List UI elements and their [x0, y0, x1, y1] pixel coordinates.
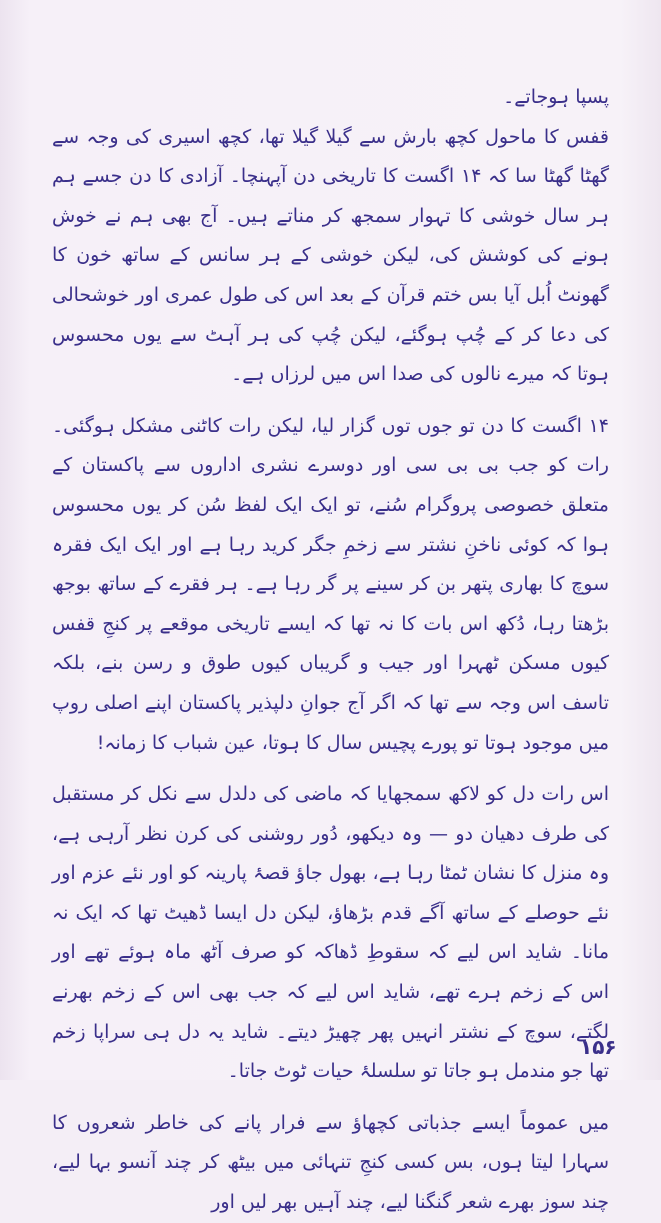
page-number: ۱۵۶: [580, 1035, 617, 1059]
paragraph-5: میں عموماً ایسے جذباتی کچھاؤ سے فرار پانے کی خاطر شعروں کا سہارا لیتا ہوں، بس کسی کنجِ تنہائی میں بیٹھ کر چند آنسو بہا لیے، چند سوز بھرے شعر گنگنا لیے، چند آہیں بھر لیں اور: [52, 1111, 609, 1214]
page-body-text: [52, 78, 609, 1223]
paragraph-2: قفس کا ماحول کچھ بارش سے گیلا گیلا تھا، کچھ اسیری کی وجہ سے گھٹا گھٹا سا کہ ۱۴ اگست کا تاریخی دن آپہنچا۔ آزادی کا دن جسے ہم ہر سال خوشی کا تہوار سمجھ کر مناتے ہیں۔ آج بھی ہم نے خوش ہونے کی کوشش کی، لیکن خوشی کے ہر سانس کے ساتھ خون کا گھونٹ اُبل آیا بس ختم قرآن کے بعد اس کی طول عمری اور خوشحالی کی دعا کر کے چُپ ہوگئے، لیکن چُپ کی ہر آہٹ سے یوں محسوس ہوتا کہ میرے نالوں کی صدا اس میں لرزاں ہے۔: [52, 125, 609, 386]
paragraph-3: ۱۴ اگست کا دن تو جوں توں گزار لیا، لیکن رات کاٹنی مشکل ہوگئی۔ رات کو جب بی بی سی اور دوسرے نشری اداروں سے پاکستان کے متعلق خصوصی پروگرام سُنے، تو ایک ایک لفظ سُن کر یوں محسوس ہوا کہ کوئی ناخنِ نشتر سے زخمِ جگر کرید رہا ہے اور ایک ایک فقرہ سوچ کا بھاری پتھر بن کر سینے پر گر رہا ہے۔ ہر فقرے کے ساتھ بوجھ بڑھتا رہا، دُکھ اس بات کا نہ تھا کہ ایسے تاریخی موقعے پر کنجِ قفس کیوں مسکن ٹھہرا اور جیب و گریباں کیوں طوق و رسن بنے، بلکہ تاسف اس وجہ سے تھا کہ اگر آج جوانِ دلپذیر پاکستان اپنے اصلی روپ میں موجود ہوتا تو پورے پچیس سال کا ہوتا، عین شباب کا زمانہ!: [52, 414, 609, 754]
paragraph-4: اس رات دل کو لاکھ سمجھایا کہ ماضی کی دلدل سے نکل کر مستقبل کی طرف دھیان دو — وہ دیکھو، دُور روشنی کی کرن نظر آرہی ہے، وہ منزل کا نشان ٹمٹا رہا ہے، بھول جاؤ قصۂ پارینہ کو اور نئے عزم اور نئے حوصلے کے ساتھ آگے قدم بڑھاؤ، لیکن دل ایسا ڈھیٹ تھا کہ ایک نہ مانا۔ شاید اس لیے کہ سقوطِ ڈھاکہ کو صرف آٹھ ماہ ہوئے تھے اور اس کے زخم ہرے تھے، شاید اس لیے کہ جب بھی اس کے زخم بھرنے لگتے، سوچ کے نشتر انہیں پھر چھیڑ دیتے۔ شاید یہ دل ہی سراپا زخم تھا جو مندمل ہو جاتا تو سلسلۂ حیات ٹوٹ جاتا۔: [52, 783, 609, 1083]
paragraph-1: پسپا ہوجاتے۔: [503, 86, 609, 108]
